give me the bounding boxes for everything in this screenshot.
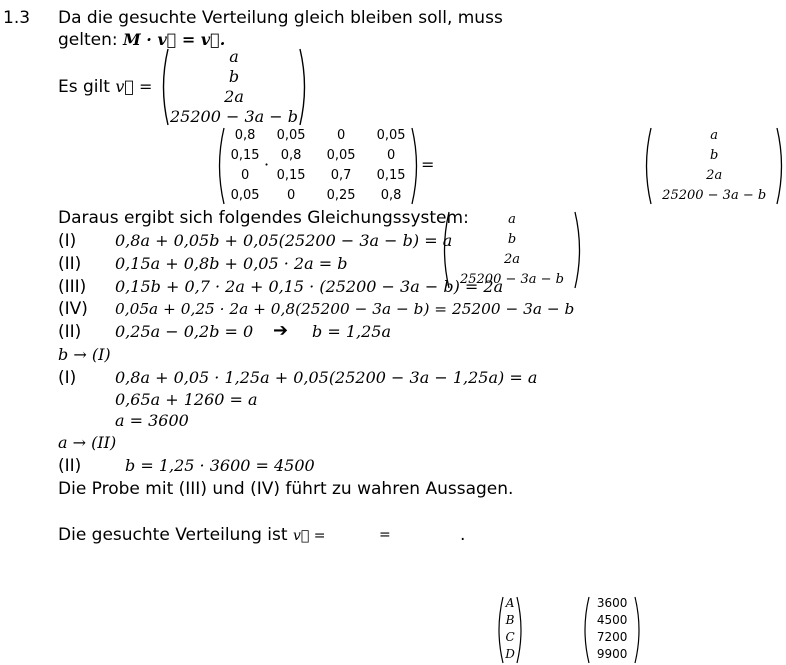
equation-expression: 0,25a − 0,2b = 0 — [115, 322, 254, 341]
step-II-expression: b = 1,25 · 3600 = 4500 — [125, 456, 315, 475]
vector-v-entry-2: b — [228, 67, 240, 86]
matrix-cell: 0,7 — [330, 168, 352, 183]
substitution-a-into-II: a → (II) — [58, 433, 117, 452]
final-value: 7200 — [596, 630, 628, 644]
final-letter: A — [505, 596, 515, 610]
vector-v-entry-4: 25200 − 3a − b — [169, 107, 298, 126]
final-letter: C — [505, 630, 515, 644]
matrix-cell: 0,8 — [280, 148, 302, 163]
equation-label: (II) — [58, 322, 82, 342]
matrix-cell: 0,15 — [276, 168, 306, 183]
equation-expression: 0,8a + 0,05b + 0,05(25200 − 3a − b) = a — [115, 231, 453, 250]
step-II-label: (II) — [58, 456, 82, 476]
step-I-line-1: 0,8a + 0,05 · 1,25a + 0,05(25200 − 3a − 1,25a) = a — [115, 368, 538, 387]
multiply-dot: · — [264, 155, 270, 174]
equation-expression: 0,15a + 0,8b + 0,05 · 2a = b — [115, 254, 348, 273]
final-letter: B — [505, 613, 515, 627]
matrix-cell: 0,05 — [326, 148, 356, 163]
vector-entry: b — [507, 232, 517, 247]
vector-entry: a — [508, 212, 516, 227]
equation-expression: 0,15b + 0,7 · 2a + 0,15 · (25200 − 3a − b) = 2a — [115, 277, 504, 296]
matrix-cell: 0,25 — [326, 188, 356, 203]
matrix-cell: 0 — [240, 168, 250, 183]
equals-sign: = — [421, 155, 435, 174]
final-answer-text — [58, 525, 325, 546]
es-gilt-text: Es gilt — [58, 77, 116, 97]
matrix-cell: 0,8 — [380, 188, 402, 203]
final-value: 9900 — [596, 647, 628, 661]
intro-line-1: Da die gesuchte Verteilung gleich bleiben soll, muss — [58, 8, 503, 28]
final-value: 3600 — [596, 596, 628, 610]
matrix-cell: 0 — [336, 128, 346, 143]
final-value: 4500 — [596, 613, 628, 627]
matrix-cell: 0,05 — [276, 128, 306, 143]
equation-label: (I) — [58, 231, 77, 251]
matrix-cell: 0 — [286, 188, 296, 203]
final-answer-label: Die gesuchte Verteilung ist — [58, 525, 293, 545]
vector-entry: 25200 − 3a − b — [662, 188, 767, 203]
vector-v-left — [642, 126, 786, 206]
matrix-cell: 0,05 — [376, 128, 406, 143]
equation-result: b = 1,25a — [312, 322, 391, 341]
final-equals: = — [379, 527, 391, 543]
intro-line-2-formula: M · v⃗ = v⃗. — [123, 30, 226, 49]
matrix-M — [215, 126, 421, 206]
matrix-cell: 0 — [386, 148, 396, 163]
equation-expression: 0,05a + 0,25 · 2a + 0,8(25200 − 3a − b) = 25200 − 3a − b — [115, 300, 575, 318]
vector-entry: 2a — [706, 168, 723, 183]
substitution-b-into-I: b → (I) — [58, 345, 111, 364]
step-I-label: (I) — [58, 368, 77, 388]
vector-entry: 2a — [503, 252, 521, 267]
system-intro: Daraus ergibt sich folgendes Gleichungssystem: — [58, 208, 469, 228]
es-gilt-formula: v⃗ = — [115, 77, 153, 96]
final-letter: D — [505, 647, 515, 661]
equation-label: (III) — [58, 277, 87, 297]
matrix-cell: 0,15 — [376, 168, 406, 183]
final-period: . — [460, 525, 466, 545]
step-I-line-3: a = 3600 — [115, 411, 189, 430]
intro-line-2-text: gelten: — [58, 30, 124, 50]
matrix-cell: 0,05 — [230, 188, 260, 203]
matrix-cell: 0,15 — [230, 148, 260, 163]
implies-arrow-icon: ➔ — [273, 320, 289, 341]
vector-v-entry-1: a — [229, 47, 239, 66]
matrix-cell: 0,8 — [234, 128, 256, 143]
probe-statement: Die Probe mit (III) und (IV) führt zu wahren Aussagen. — [58, 479, 514, 499]
equation-label: (IV) — [58, 299, 88, 319]
section-number: 1.3 — [3, 8, 31, 28]
vector-entry: b — [710, 148, 719, 163]
vector-v-definition — [158, 47, 310, 127]
es-gilt-label — [58, 77, 152, 97]
final-value-vector — [581, 595, 643, 665]
final-vector-symbol: v⃗ = — [292, 528, 326, 544]
equation-label: (II) — [58, 254, 82, 274]
step-I-line-2: 0,65a + 1260 = a — [115, 390, 258, 409]
final-letter-vector — [495, 595, 525, 665]
vector-entry: 25200 − 3a − b — [459, 272, 564, 287]
vector-entry: a — [710, 128, 719, 143]
vector-v-entry-3: 2a — [224, 87, 244, 106]
